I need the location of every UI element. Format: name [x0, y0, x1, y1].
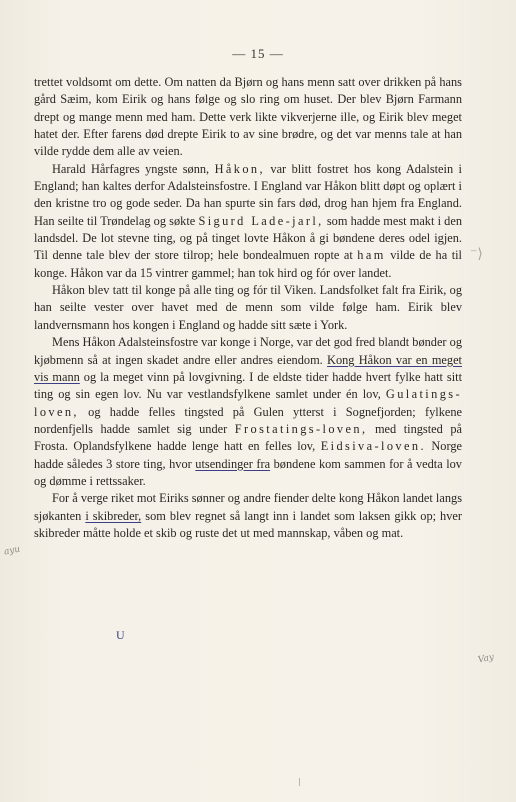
page-number: — 15 — [232, 46, 284, 61]
spaced-name-eidsiva: Eidsiva-loven. [320, 439, 426, 454]
spaced-word-ham: ham [357, 248, 386, 263]
spaced-name-frostatings: Frostatings-loven, [234, 421, 368, 436]
left-margin-scribble: ayu [3, 544, 22, 558]
paragraph-5: For å verge riket mot Eiriks sønner og andre fiender delte kong Håkon landet langs sjøkanten i skibreder, som blev regnet så langt inn i landet som laksen gikk op; hver skibreder måtte holde et skib og ruste det ut med mannskap, våben og mat. [34, 491, 462, 540]
pencil-check-mark: U [116, 628, 125, 642]
paragraph-3: Håkon blev tatt til konge på alle ting og fór til Viken. Landsfolket falt fra Eirik, og han seilte vester over havet med de menn som vilde følge ham. Eirik blev landvernsmann hos kongen i England og hadde sitt sæte i York. [34, 283, 462, 332]
pencil-underline-2: utsendinger fra [195, 456, 271, 471]
spaced-name-hakon: Håkon, [214, 161, 265, 176]
pencil-underline-1: Kong Håkon var en meget vis mann [34, 352, 462, 384]
spaced-name-sigurd: Sigurd Lade-jarl, [198, 213, 324, 228]
paragraph-2: Harald Hårfagres yngste sønn, Håkon, var blitt fostret hos kong Adalstein i England; han kaltes derfor Adalsteinsfostre. I England var Håkon blitt døpt og oplært i den kristne tro og gode seder. Da han spurte sin fars død, drog han hjem fra England. Han seilte til Trøndelag og søkte Sigurd Lade-jarl, som hadde mest makt i den landsdel. De lot stevne ting, og på tinget lovte Håkon å gi bøndene deres odel igjen. Til denne tale blev der store tilrop; hele bondealmuen ropte at ham vilde de ha til konge. Håkon var da 15 vintrer gammel; han tok hird og fór over landet. [34, 161, 463, 280]
paper-mark [299, 778, 300, 786]
pencil-stroke-mark: ⁻⟩ [470, 247, 483, 262]
pencil-underline-3: i skibreder, [85, 508, 142, 523]
paragraph-4: Mens Håkon Adalsteinsfostre var konge i Norge, var det god fred blandt bønder og kjøbmenn så at ingen skadet andre eller andres eiendom. Kong Håkon var en meget vis mann og la meget vinn på lovgivning. I de eldste tider hadde hvert fylke hatt sitt ting og sin egen lov. Nu var vestlandsfylkene samlet under én lov, Gulatings-loven, og hadde felles tingsted på Gulen ytterst i Sognefjorden; fylkene nordenfjells hadde samlet sig under Frostatings-loven, med tingsted på Frosta. Oplandsfylkene hadde lenge hatt en felles lov, Eidsiva-loven. Norge hadde således 3 store ting, hvor utsendinger fra bøndene kom sammen for å vedta lov og dømme i rettssaker. [34, 335, 463, 488]
right-margin-scribble: Vay [477, 652, 495, 666]
body-text [34, 74, 462, 542]
paragraph-1: trettet voldsomt om dette. Om natten da Bjørn og hans menn satt over drikken på hans gård Sæim, kom Eirik og hans følge og slo ring om huset. Der blev Bjørn Farmann drept og mange menn med ham. Dette verk likte vikverjerne ille, og Eirik blev meget hatet der. Efter farens død drepte Eirik to av sine brødre, og det var menns tale at han vilde rydde dem alle av veien. [34, 75, 462, 159]
spaced-name-gulatings: Gulatings-loven, [34, 387, 462, 419]
